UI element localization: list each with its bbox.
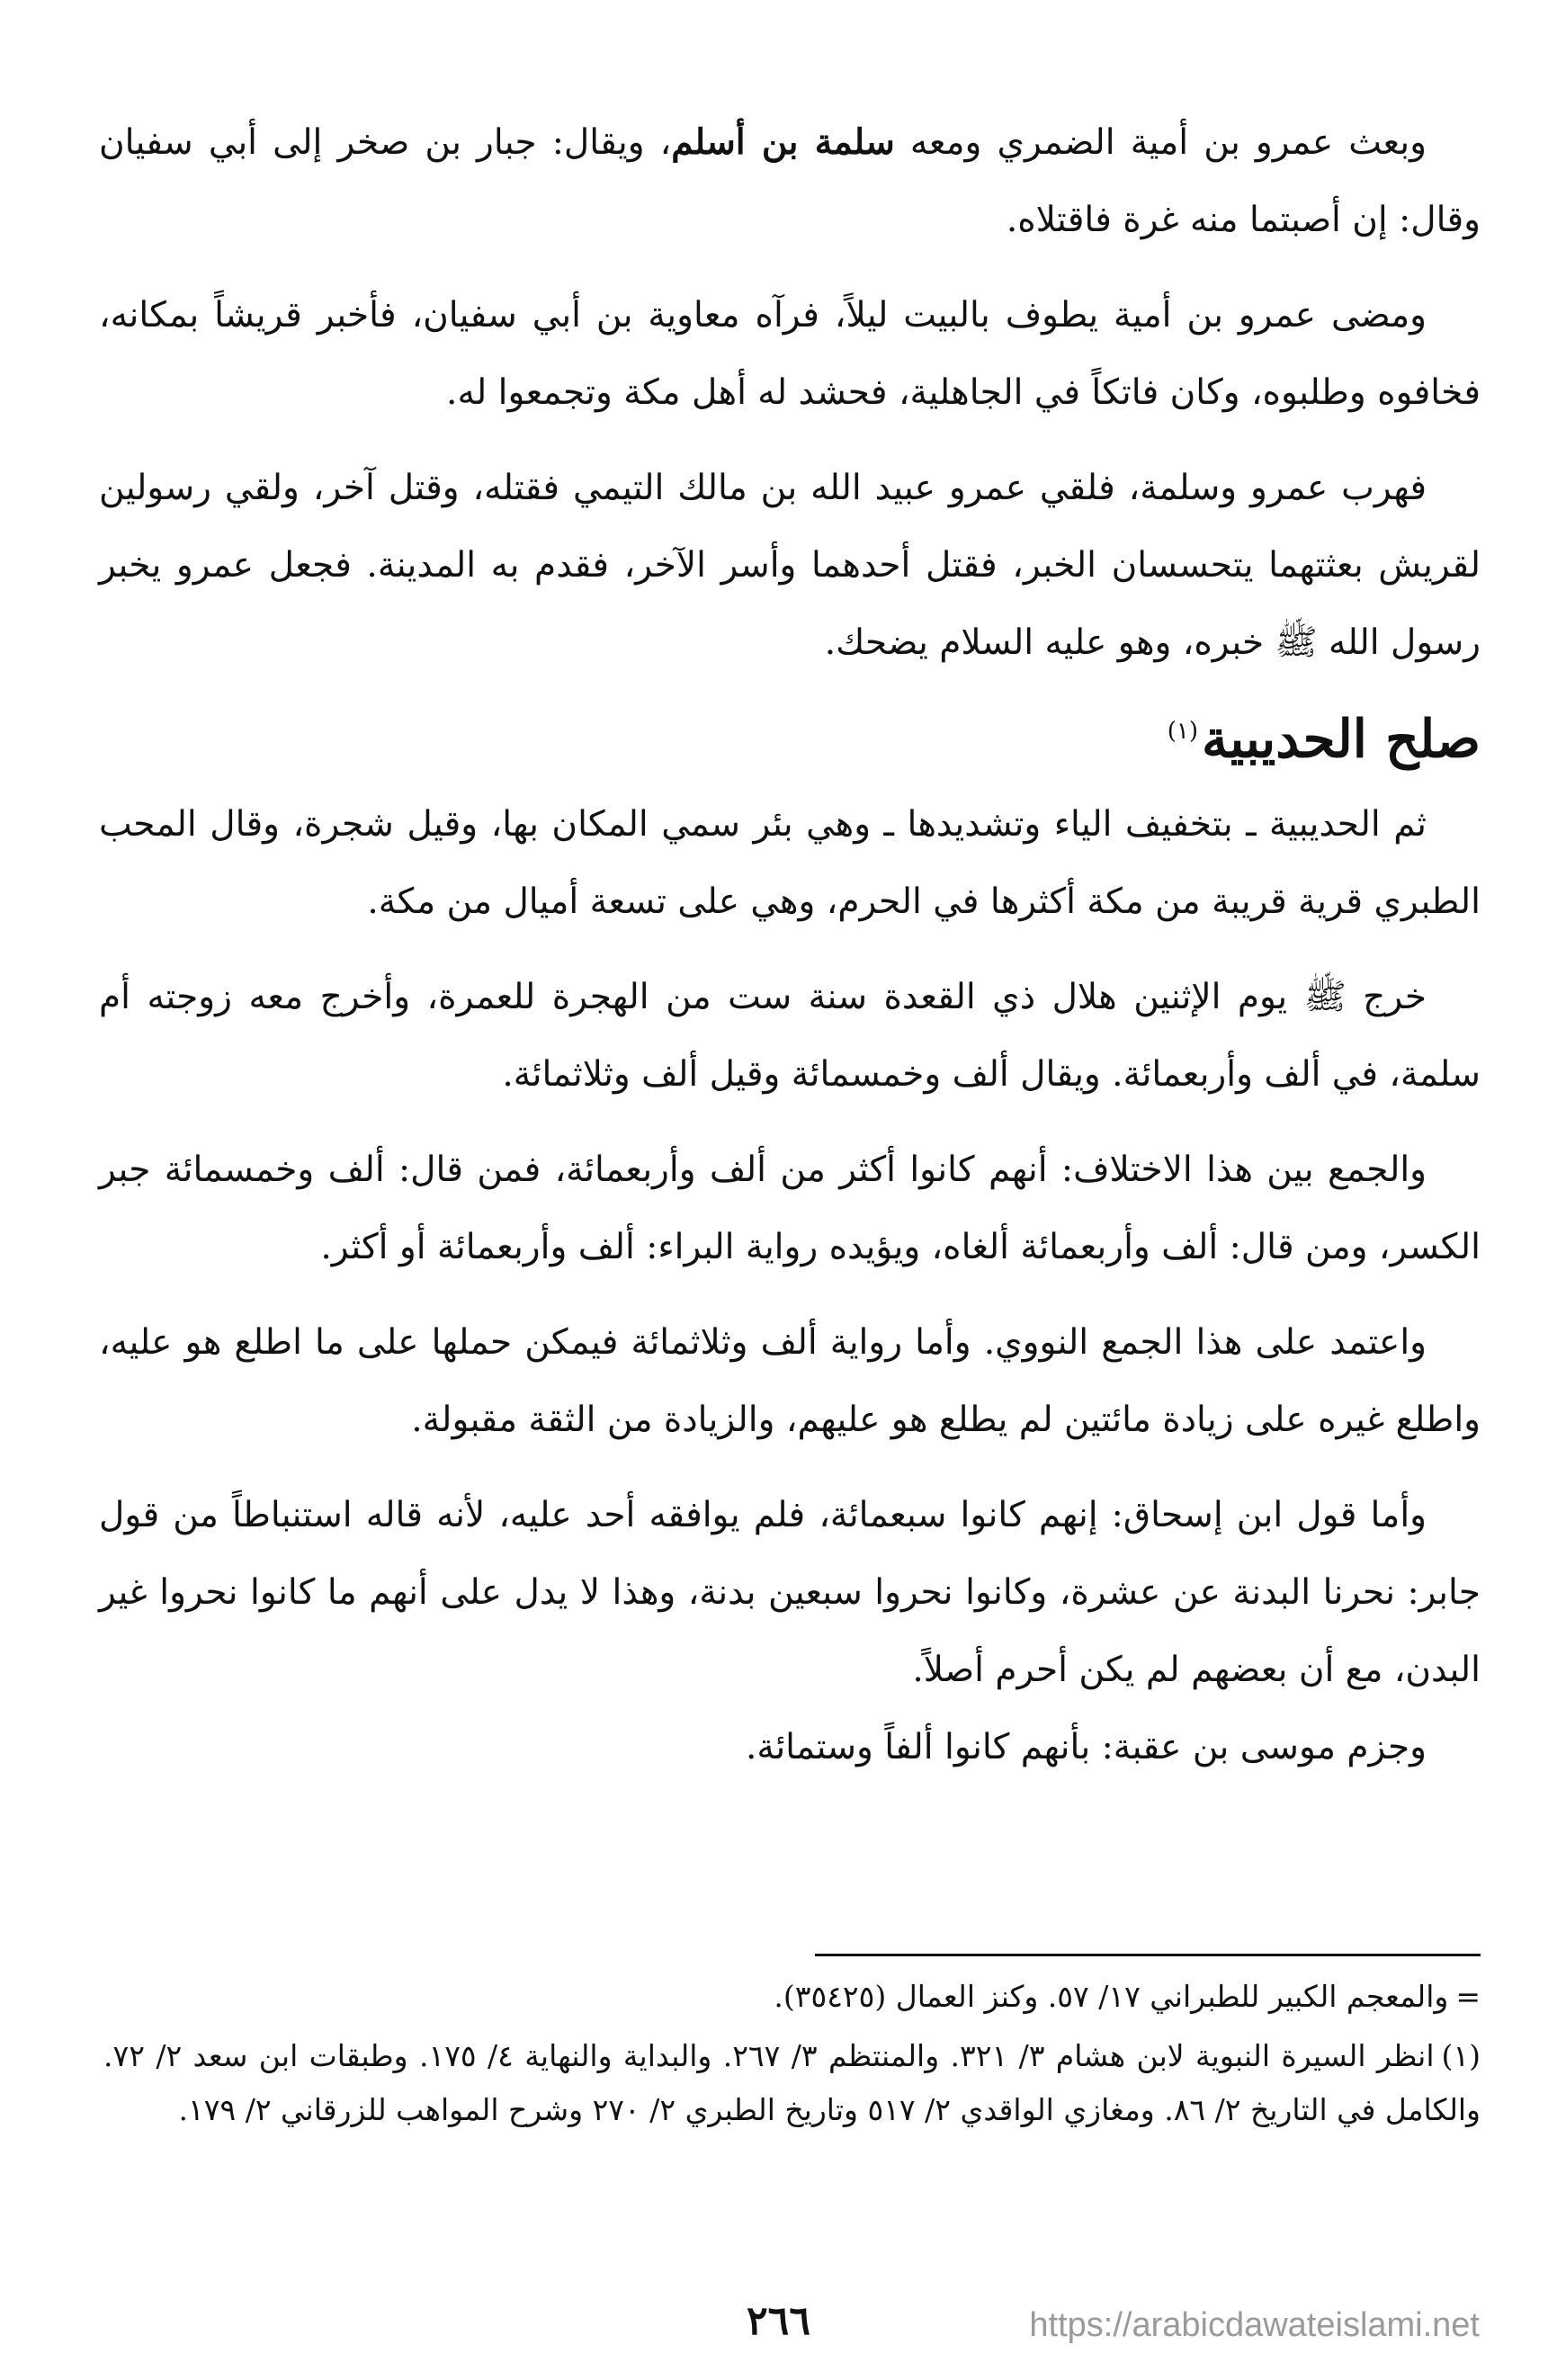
footnote-marker: =	[1455, 1979, 1481, 2014]
section-heading-title: صلح الحديبية	[1202, 708, 1481, 770]
footnote-1	[103, 2029, 1481, 2137]
page-number: ٢٦٦	[747, 2298, 810, 2344]
footnote-text: انظر السيرة النبوية لابن هشام ٣/ ٣٢١. والمنتظم ٣/ ٢٦٧. والبداية والنهاية ٤/ ١٧٥. وطبقات ابن سعد ٢/ ٧٢. والكامل في التاريخ ٢/ ٨٦. ومغازي الواقدي ٢/ ٥١٧ وتاريخ الطبري ٢/ ٢٧٠ وشرح المواهب للزرقاني ٢/ ١٧٩.	[103, 2038, 1481, 2127]
watermark-url: https://arabicdawateislami.net	[1029, 2306, 1480, 2344]
paragraph-8: وأما قول ابن إسحاق: إنهم كانوا سبعمائة، فلم يوافقه أحد عليه، لأنه قاله استنباطاً من قول جابر: نحرنا البدنة عن عشرة، وكانوا نحروا سبعين بدنة، وهذا لا يدل على أنهم ما كانوا نحروا غير البدن، مع أن بعضهم لم يكن أحرم أصلاً.	[99, 1495, 1481, 1691]
paragraph-1	[99, 103, 1481, 259]
paragraph-3: فهرب عمرو وسلمة، فلقي عمرو عبيد الله بن مالك التيمي فقتله، وقتل آخر، ولقي رسولين لقريش بعثتهما يتحسسان الخبر، فقتل أحدهما وأسر الآخر، فقدم به المدينة. فجعل عمرو يخبر رسول الله ﷺ خبره، وهو عليه السلام يضحك.	[99, 468, 1481, 663]
paragraph-9: وجزم موسى بن عقبة: بأنهم كانوا ألفاً وستمائة.	[746, 1727, 1427, 1768]
paragraph-4: ثم الحديبية ـ بتخفيف الياء وتشديدها ـ وهي بئر سمي المكان بها، وقيل شجرة، وقال المحب الطبري قرية قريبة من مكة أكثرها في الحرم، وهي على تسعة أميال من مكة.	[99, 804, 1481, 923]
paragraph-1-bold-name: سلمة بن أسلم	[671, 121, 895, 163]
footnotes	[103, 1970, 1481, 2143]
paragraph-7: واعتمد على هذا الجمع النووي. وأما رواية ألف وثلاثمائة فيمكن حملها على ما اطلع هو عليه، واطلع غيره على زيادة مائتين لم يطلع هو عليهم، والزيادة من الثقة مقبولة.	[99, 1322, 1481, 1441]
heading-footnote-ref: (١)	[1167, 718, 1198, 745]
section-heading	[99, 691, 1481, 779]
footnote-separator	[815, 1954, 1481, 1956]
main-text	[99, 103, 1481, 1804]
footnote-marker: (١)	[1441, 2038, 1481, 2073]
paragraph-6: والجمع بين هذا الاختلاف: أنهم كانوا أكثر من ألف وأربعمائة، فمن قال: ألف وخمسمائة جبر الكسر، ومن قال: ألف وأربعمائة ألغاه، ويؤيده رواية البراء: ألف وأربعمائة أو أكثر.	[99, 1150, 1481, 1268]
footnote-continuation	[103, 1970, 1481, 2024]
paragraph-1-part-3: ، ويقال: جبار بن صخر إلى أبي سفيان وقال: إن أصبتما منه غرة فاقتلاه.	[99, 122, 1481, 240]
paragraph-2: ومضى عمرو بن أمية يطوف بالبيت ليلاً، فرآه معاوية بن أبي سفيان، فأخبر قريشاً بمكانه، فخافوه وطلبوه، وكان فاتكاً في الجاهلية، فحشد له أهل مكة وتجمعوا له.	[99, 295, 1481, 413]
paragraph-5: خرج ﷺ يوم الإثنين هلال ذي القعدة سنة ست من الهجرة للعمرة، وأخرج معه زوجته أم سلمة، في ألف وأربعمائة. ويقال ألف وخمسمائة وقيل ألف وثلاثمائة.	[99, 977, 1481, 1096]
paragraph-1-part-1: وبعث عمرو بن أمية الضمري ومعه	[894, 122, 1427, 163]
footnote-text: والمعجم الكبير للطبراني ١٧/ ٥٧. وكنز العمال (٣٥٤٢٥).	[774, 1979, 1449, 2014]
